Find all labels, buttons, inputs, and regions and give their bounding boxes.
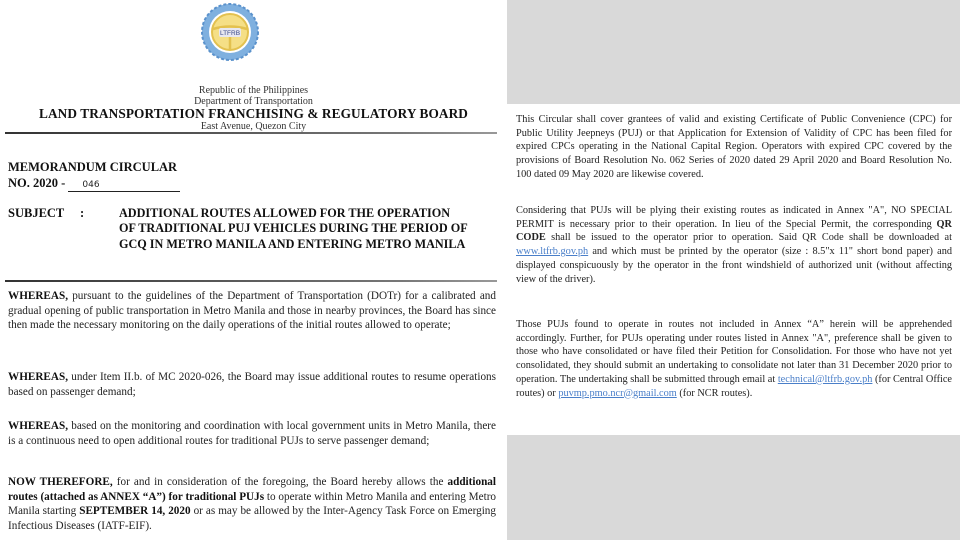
- paragraph-text: pursuant to the guidelines of the Department of Transportation (DOTr) for a calibrated and gradual opening of public transportation in Metro Manila and those in nearby provinces, the Board has since then made the necessary monitoring on the daily operations of the initial routes allowed to operate;: [8, 290, 496, 332]
- qr-code-paragraph: [516, 204, 952, 286]
- apprehension-paragraph: [516, 318, 952, 400]
- now-therefore-paragraph: [8, 475, 496, 533]
- subject-text: ADDITIONAL ROUTES ALLOWED FOR THE OPERATION OF TRADITIONAL PUJ VEHICLES DURING THE PERIOD OF GCQ IN METRO MANILA AND ENTERING METRO MANILA: [119, 206, 468, 251]
- whereas-paragraph-3: [8, 419, 496, 448]
- subject-divider: [5, 280, 497, 282]
- memo-title: MEMORANDUM CIRCULAR: [8, 160, 178, 174]
- paragraph-lead: NOW THEREFORE,: [8, 476, 113, 488]
- technical-email-link[interactable]: technical@ltfrb.gov.ph: [777, 373, 873, 385]
- memo-number-prefix: NO. 2020 -: [8, 176, 66, 190]
- ltfrb-seal-icon: [200, 2, 260, 62]
- ltfrb-website-link[interactable]: www.ltfrb.gov.ph: [516, 246, 589, 258]
- paragraph-text: (for NCR routes).: [676, 387, 753, 399]
- ncr-email-link[interactable]: puvmp.pmo.ncr@gmail.com: [558, 387, 677, 399]
- memo-number-handwritten: 046: [68, 179, 180, 192]
- paragraph-text: and which must be printed by the operator (size : 8.5"x 11" short bond paper) and displayed conspicuously by the operator in the front windshield of authorized unit (without affecting view of the driver).: [516, 246, 952, 285]
- paragraph-lead: WHEREAS,: [8, 290, 68, 302]
- paragraph-text: for and in consideration of the foregoing, the Board hereby allows the: [112, 476, 448, 488]
- seal-text: LTFRB: [219, 30, 241, 37]
- start-date-emphasis: SEPTEMBER 14, 2020: [79, 505, 191, 518]
- subject-label: SUBJECT: [8, 206, 65, 220]
- subject-colon: :: [80, 206, 85, 220]
- header-department: Department of Transportation: [194, 96, 313, 107]
- right-document-excerpt: [507, 104, 960, 435]
- coverage-paragraph: This Circular shall cover grantees of valid and existing Certificate of Public Convenience (CPC) for Public Utility Jeepneys (PUJ) or that Application for Extension of Validity of CPC has been filed for expired CPCs operating in the National Capital Region. Operators with expired CPC covered by the provisions of Board Resolution No. 062 Series of 2020 dated 29 April 2020 and Board Resolution No. 100 dated 09 May 2020 are likewise covered.: [516, 114, 952, 180]
- whereas-paragraph-1: [8, 289, 496, 333]
- memo-number: [8, 176, 180, 192]
- paragraph-lead: WHEREAS,: [8, 371, 68, 383]
- whereas-paragraph-2: [8, 370, 496, 399]
- right-panel: [507, 0, 960, 540]
- paragraph-text: (for Central Office routes) or: [516, 373, 953, 399]
- header-board-name: LAND TRANSPORTATION FRANCHISING & REGULATORY BOARD: [39, 106, 468, 121]
- header-divider: [5, 132, 497, 134]
- paragraph-text: based on the monitoring and coordination with local government units in Metro Manila, there is a continuous need to open additional routes for traditional PUJs to serve passenger demand;: [8, 420, 496, 447]
- paragraph-text: shall be issued to the operator prior to operation. Said QR Code shall be downloaded at: [545, 232, 952, 244]
- qr-code-emphasis: QR CODE: [516, 218, 952, 244]
- header-address: East Avenue, Quezon City: [200, 121, 307, 132]
- paragraph-text: or as may be allowed by the Inter-Agency Task Force on Emerging Infectious Diseases (IATF-EIF).: [8, 505, 496, 532]
- paragraph-text: Considering that PUJs will be plying their existing routes as indicated in Annex "A", NO SPECIAL PERMIT is necessary prior to their operation. In lieu of the Special Permit, the corresponding: [516, 205, 952, 230]
- paragraph-text: to operate within Metro Manila and entering Metro Manila starting: [8, 490, 497, 518]
- paragraph-text: under Item II.b. of MC 2020-026, the Board may issue additional routes to resume operations based on passenger demand;: [8, 371, 496, 398]
- paragraph-lead: WHEREAS,: [8, 420, 68, 432]
- paragraph-text: Those PUJs found to operate in routes not included in Annex “A” herein will be apprehended accordingly. Further, for PUJs operating under routes listed in Annex "A", preference shall be given to those who have consolidated or have filed their Petition for Consolidation. For those who have not yet consolidated, they should submit an undertaking to consolidate not later than 31 December 2020 prior to operation. The undertaking shall be submitted through email at: [516, 319, 952, 385]
- header-republic: Republic of the Philippines: [198, 85, 309, 96]
- annex-emphasis: additional routes (attached as ANNEX “A”) for traditional PUJs: [8, 476, 496, 503]
